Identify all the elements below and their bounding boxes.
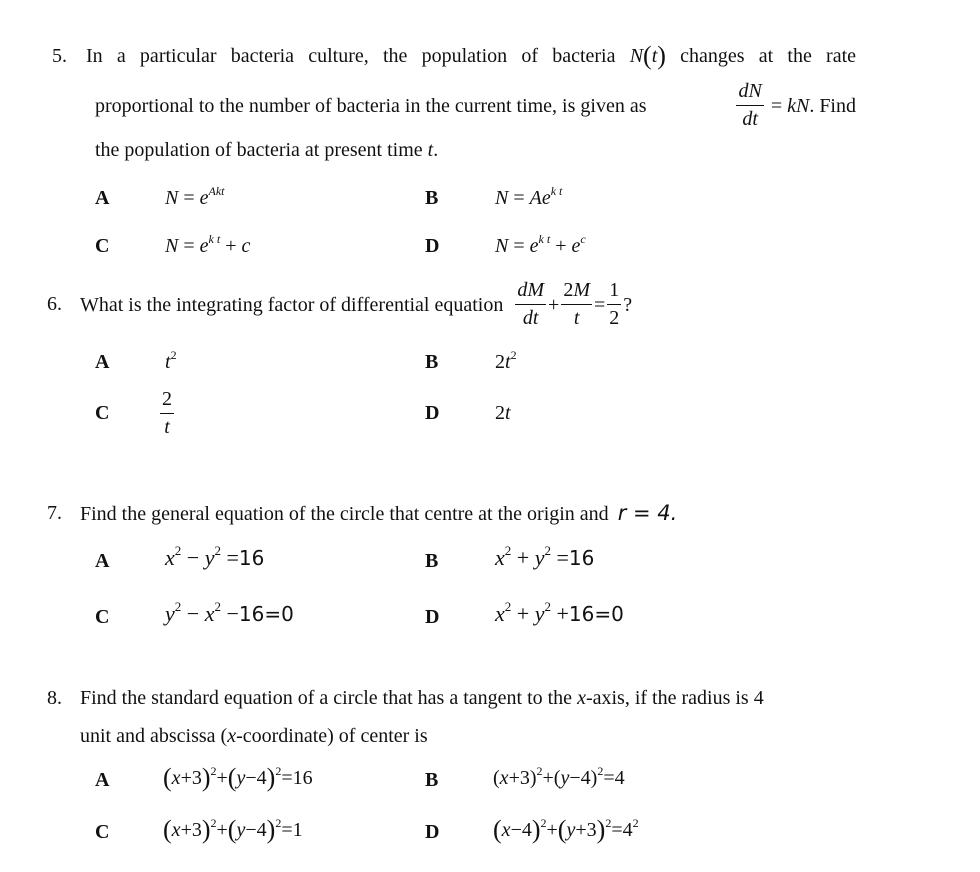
math-var: dM [515,279,546,305]
math-exponent: 2 [174,599,182,614]
math-var: kN [787,94,810,117]
math-op: . [809,94,820,117]
math-fraction: $\frac{2M}{t}$ [563,279,590,329]
option-answer: $y^2 - x^2 -16=0$ [165,599,294,626]
math-exponent: 2 [214,599,221,614]
option-letter: A [95,187,110,209]
math-var: y [165,601,175,626]
math-var: dt [522,307,539,329]
math-var: t [165,351,171,373]
option-answer: $x^2 + y^2 =16$ [495,543,595,570]
math-var: e [529,235,539,257]
math-exponent: 2 [214,543,221,558]
option-letter: D [425,821,440,843]
question-text-line: proportional to the number of bacteria in the current time, is given as $\frac{dN}{dt}$ = kN . Find [95,80,856,130]
option-answer: $(x+3)^2+(y-4)^2=4$ [493,764,625,789]
math-var: dt [742,108,758,130]
math-var: t [505,351,511,373]
option-answer: $(x+3)^2+(y-4)^2=16$ [163,763,313,792]
math-expression [513,279,623,330]
math-var: e [571,235,581,257]
math-expression: r = 4. [617,501,678,525]
math-var: t [573,307,580,329]
math-var: y [534,545,545,570]
math-var: Ae [529,187,551,209]
option-letter: B [425,187,439,209]
math-fraction: $\frac{1}{2}$ [609,279,620,329]
option-letter: C [95,235,110,257]
math-var: t [651,45,658,67]
option-letter: D [425,402,440,424]
math-var: N [165,187,179,209]
question-text-line: Find the standard equation of a circle that has a tangent to the x-axis, if the radius is 4 [80,687,764,709]
question-text-line: the population of bacteria at present time t. [95,139,439,161]
math-exponent: 2 [170,348,177,362]
math-var: N [165,235,179,257]
math-fraction [515,279,546,330]
math-exponent: 2 [510,348,517,362]
math-var: x [495,545,505,570]
math-exponent: 2 [544,599,551,614]
math-var: dN [736,80,763,106]
question-number: 8. [47,687,62,709]
math-op: + [548,293,560,316]
math-op: = [765,94,788,117]
math-var: x [495,601,505,626]
option-answer: $N = e^{Akt}$ [165,184,225,209]
question-number: 7. [47,502,62,524]
math-var: t [505,402,511,424]
option-letter: C [95,821,110,843]
math-exponent: k t [550,184,563,198]
math-op: = [593,293,606,316]
option-letter: A [95,351,110,373]
math-exponent: 2 [504,599,512,614]
math-var: N [629,45,644,67]
math-paren: ) [657,41,666,70]
option-letter: C [95,606,110,628]
math-expression: $\frac{dN}{dt}$ = kN . Find [738,80,856,130]
option-letter: C [95,402,110,424]
question-text-line: In a particular bacteria culture, the population of bacteria N(t) changes at the rate [86,41,857,70]
question-text-line: Find the general equation of the circle that centre at the origin and r = 4. [80,501,678,525]
option-answer: $2t^2$ [495,348,517,373]
math-exponent: 2 [544,543,551,558]
option-answer: 2t [495,402,511,424]
option-letter: B [425,769,439,791]
math-var: x [165,545,175,570]
math-var: c [241,235,251,257]
option-answer: $x^2 - y^2 =16$ [165,543,265,570]
option-answer: $(x-4)^2+(y+3)^2=4^2$ [493,815,639,844]
math-var: y [204,545,215,570]
option-answer: $N = e^{k t} + e^c$ [495,232,586,257]
question-text-line: unit and abscissa (x-coordinate) of center is [80,725,428,747]
option-letter: D [425,606,440,628]
option-answer [165,348,177,373]
option-letter: A [95,550,110,572]
math-fraction: $\frac{2}{t}$ [162,388,172,438]
math-var: t [164,416,170,438]
math-var: N [495,187,509,209]
option-answer: $N = Ae^{k t}$ [495,184,563,209]
math-var: e [199,187,209,209]
math-var: y [534,601,545,626]
option-answer: $(x+3)^2+(y-4)^2=1$ [163,815,303,844]
math-var: e [199,235,209,257]
math-paren: ( [643,41,652,70]
math-exponent: c [580,232,586,246]
question-number: 5. [52,45,67,67]
question-text-line: What is the integrating factor of differential equation $\frac{dM}{dt}$ + $\frac{2M}{t}$ = $\frac{1}{2}$ ? [80,279,633,329]
question-number: 6. [47,293,62,315]
option-answer: $x^2 + y^2 +16=0$ [495,599,624,626]
math-var: x [204,601,215,626]
math-var: N [495,235,509,257]
option-letter: B [425,550,439,572]
math-exponent: 2 [504,543,512,558]
math-fraction [736,80,763,131]
math-exponent: k t [538,232,551,246]
option-letter: A [95,769,110,791]
option-answer [160,388,174,439]
math-exponent: 2 [174,543,182,558]
option-letter: D [425,235,440,257]
option-letter: B [425,351,439,373]
math-exponent: k t [208,232,221,246]
math-exponent: Akt [208,184,225,198]
option-answer: $N = e^{k t} + c$ [165,232,251,257]
math-expression [629,41,666,70]
